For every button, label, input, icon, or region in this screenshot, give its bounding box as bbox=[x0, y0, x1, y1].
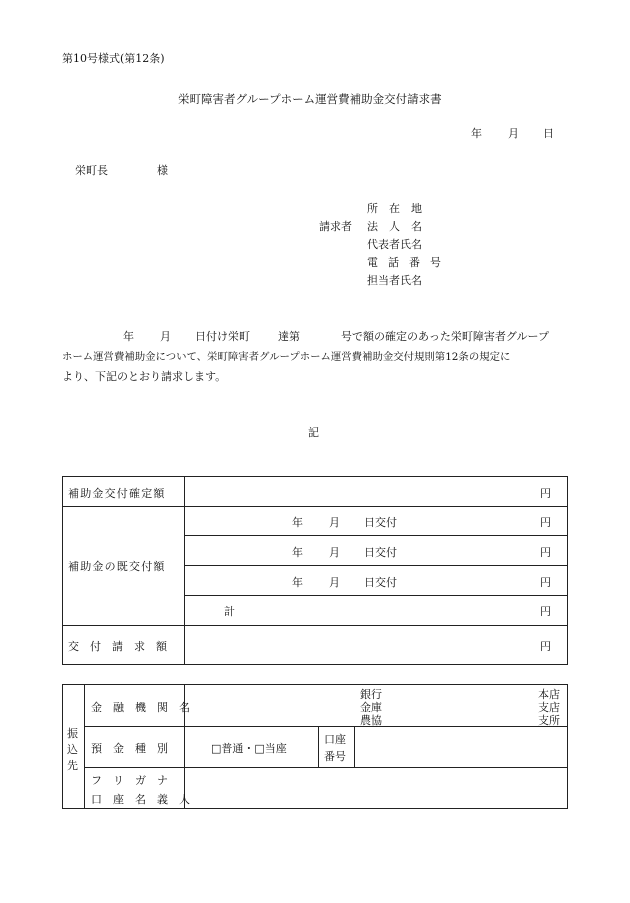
body-year: 年 bbox=[123, 330, 134, 343]
addressee-honorific: 様 bbox=[157, 164, 168, 177]
bank-label: 銀行 bbox=[360, 688, 382, 701]
total-label: 計 bbox=[224, 605, 235, 618]
ki-heading: 記 bbox=[308, 426, 319, 439]
issued2-month: 月 bbox=[329, 546, 340, 559]
issued1-year: 年 bbox=[292, 516, 303, 529]
body-line2: ホーム運営費補助金について、栄町障害者グループホーム運営費補助金交付規則第12条の規定に bbox=[62, 351, 511, 363]
requester-contact-label: 担当者氏名 bbox=[367, 274, 422, 287]
body-line1-rest: 号で額の確定のあった栄町障害者グループ bbox=[341, 330, 550, 343]
account-holder-label: 口 座 名 義 人 bbox=[91, 793, 190, 806]
requester-corporation-label: 法 人 名 bbox=[367, 220, 422, 233]
issued3-day: 日交付 bbox=[364, 576, 397, 589]
request-amount-label: 交 付 請 求 額 bbox=[68, 640, 167, 653]
sub-branch-label: 支所 bbox=[538, 714, 560, 727]
date-month: 月 bbox=[508, 127, 519, 140]
request-amount-yen: 円 bbox=[540, 640, 551, 653]
already-issued-label: 補助金の既交付額 bbox=[68, 560, 166, 573]
requester-representative-label: 代表者氏名 bbox=[367, 238, 422, 251]
account-number-label-2: 番号 bbox=[324, 750, 346, 763]
deposit-type-label: 預 金 種 別 bbox=[91, 742, 168, 755]
issued2-year: 年 bbox=[292, 546, 303, 559]
transfer-side-3: 先 bbox=[67, 759, 78, 772]
issued2-yen: 円 bbox=[540, 546, 551, 559]
transfer-side-1: 振 bbox=[67, 727, 78, 740]
body-tatsu: 達第 bbox=[278, 330, 300, 343]
body-month: 月 bbox=[160, 330, 171, 343]
issued3-yen: 円 bbox=[540, 576, 551, 589]
confirmed-amount-label: 補助金交付確定額 bbox=[68, 487, 166, 500]
issued3-month: 月 bbox=[329, 576, 340, 589]
requester-phone-label: 電 話 番 号 bbox=[367, 256, 441, 269]
date-year: 年 bbox=[471, 127, 482, 140]
total-yen: 円 bbox=[540, 605, 551, 618]
deposit-type-options: □普通・□当座 bbox=[211, 742, 287, 755]
requester-label: 請求者 bbox=[319, 220, 352, 233]
confirmed-amount-yen: 円 bbox=[540, 487, 551, 500]
transfer-side-2: 込 bbox=[67, 743, 78, 756]
issued1-day: 日交付 bbox=[364, 516, 397, 529]
form-number: 第10号様式(第12条) bbox=[62, 52, 165, 65]
branch-label: 支店 bbox=[538, 701, 560, 714]
nokyo-label: 農協 bbox=[360, 714, 382, 727]
requester-address-label: 所 在 地 bbox=[367, 202, 422, 215]
issued1-yen: 円 bbox=[540, 516, 551, 529]
issued3-year: 年 bbox=[292, 576, 303, 589]
shinkin-label: 金庫 bbox=[360, 701, 382, 714]
institution-label: 金 融 機 関 名 bbox=[91, 701, 190, 714]
addressee-name: 栄町長 bbox=[75, 164, 108, 177]
furigana-label: フ リ ガ ナ bbox=[91, 774, 168, 787]
body-date: 日付け栄町 bbox=[195, 330, 250, 343]
issued1-month: 月 bbox=[329, 516, 340, 529]
body-line3: より、下記のとおり請求します。 bbox=[62, 370, 227, 383]
head-office-label: 本店 bbox=[538, 688, 560, 701]
issued2-day: 日交付 bbox=[364, 546, 397, 559]
document-title: 栄町障害者グループホーム運営費補助金交付請求書 bbox=[178, 92, 442, 106]
date-day: 日 bbox=[543, 127, 554, 140]
account-number-label-1: 口座 bbox=[324, 733, 346, 746]
